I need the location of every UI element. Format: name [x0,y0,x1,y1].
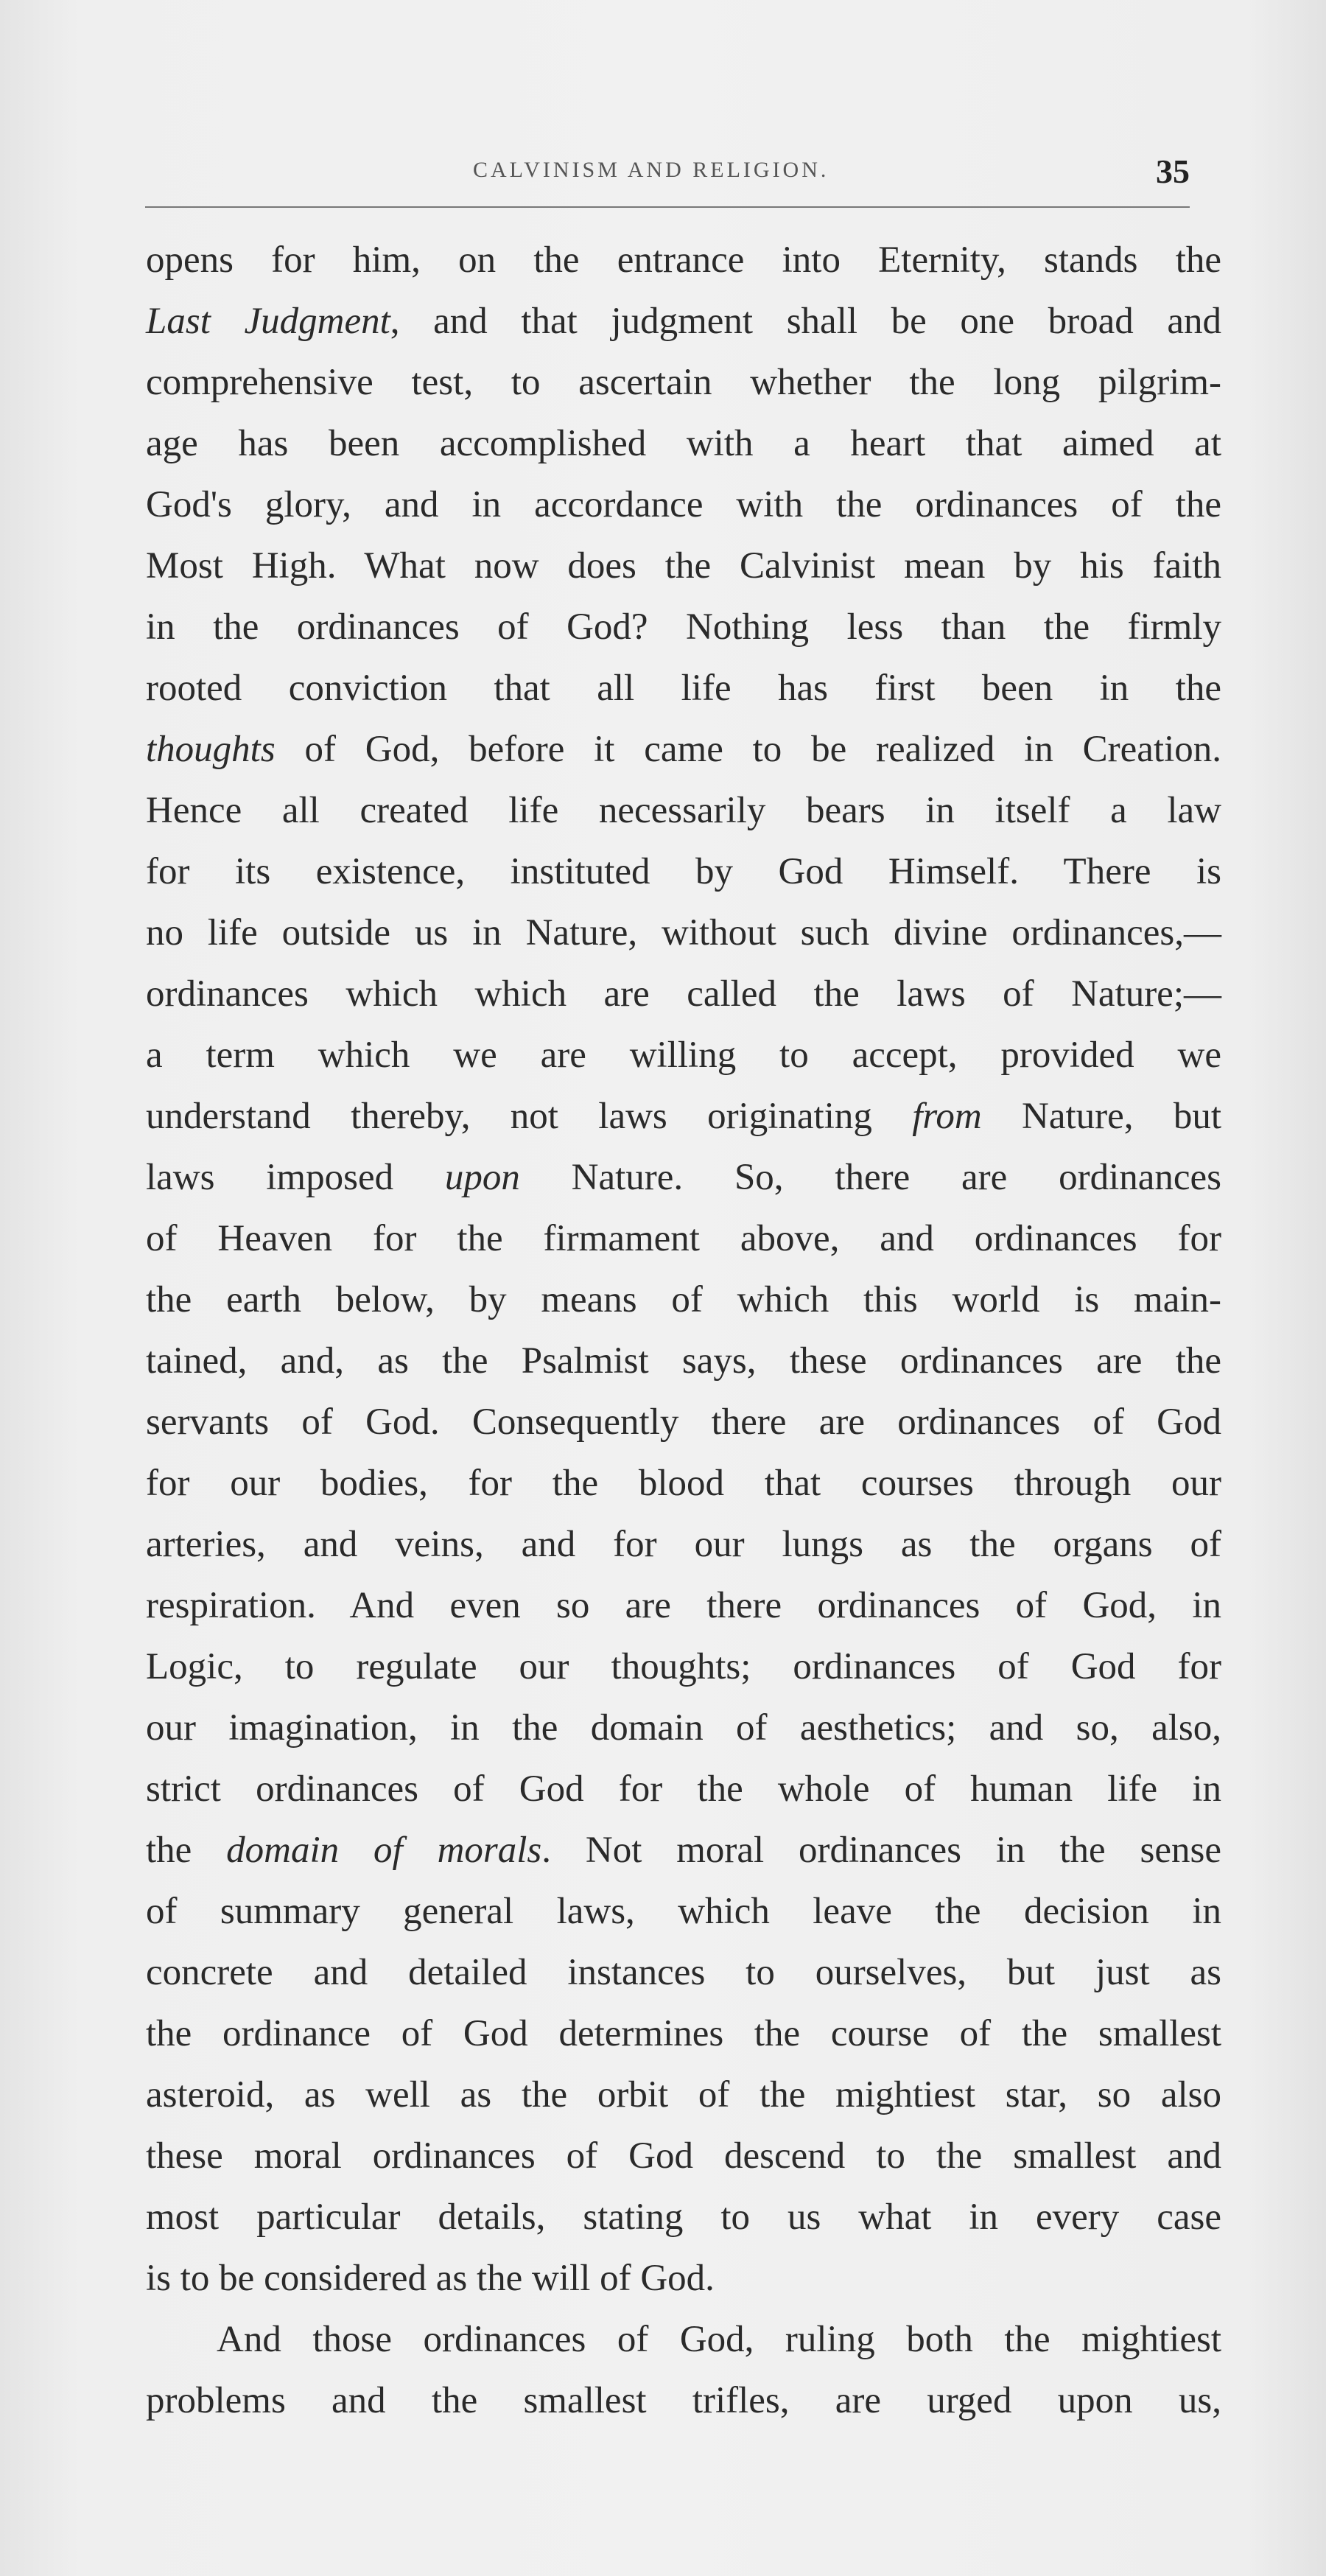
text-line: opens for him, on the entrance into Eternity, stands the [146,239,1221,281]
text-line: comprehensive test, to ascertain whether the long pilgrim- [146,362,1221,403]
italic-phrase: upon [444,1157,520,1198]
running-title: CALVINISM AND RELIGION. [473,158,829,182]
text-line: Hence all created life necessarily bears in itself a law [146,790,1221,831]
italic-phrase: thoughts [146,729,276,770]
text-line: thoughts of God, before it came to be realized in Creation. [146,729,1221,770]
running-header [144,152,1190,196]
text-line: for our bodies, for the blood that courses through our [146,1463,1221,1504]
text-line: arteries, and veins, and for our lungs as the organs of [146,1524,1221,1565]
italic-phrase: domain of morals [226,1830,542,1871]
text-line: Last Judgment, and that judgment shall be one broad and [146,301,1221,342]
text-line: rooted conviction that all life has first been in the [146,668,1221,709]
text-line: strict ordinances of God for the whole of human life in [146,1768,1221,1810]
text-line: laws imposed upon Nature. So, there are ordinances [146,1157,1221,1198]
paragraph-first-line: And those ordinances of God, ruling both the mightiest [217,2319,1221,2360]
text-line: our imagination, in the domain of aesthetics; and so, also, [146,1707,1221,1749]
text-line: no life outside us in Nature, without such divine ordinances,— [146,912,1221,953]
italic-phrase: Last Judgment [146,301,390,342]
page-number: 35 [1156,153,1190,190]
text-line: ordinances which which are called the laws of Nature;— [146,973,1221,1015]
header-rule [145,206,1190,208]
text-line: age has been accomplished with a heart that aimed at [146,423,1221,464]
paragraph-last-line: is to be considered as the will of God. [146,2258,715,2299]
text-line: a term which we are willing to accept, provided we [146,1035,1221,1076]
text-line: the earth below, by means of which this world is main- [146,1279,1221,1320]
text-line: in the ordinances of God? Nothing less than the firmly [146,606,1221,648]
text-line: the ordinance of God determines the course of the smallest [146,2013,1221,2054]
text-line: the domain of morals. Not moral ordinances in the sense [146,1830,1221,1871]
text-line: of summary general laws, which leave the decision in [146,1891,1221,1932]
text-line: Most High. What now does the Calvinist mean by his faith [146,545,1221,587]
text-line: tained, and, as the Psalmist says, these ordinances are the [146,1340,1221,1382]
text-line: respiration. And even so are there ordinances of God, in [146,1585,1221,1626]
text-line: concrete and detailed instances to ourselves, but just as [146,1952,1221,1993]
text-line: of Heaven for the firmament above, and ordinances for [146,1218,1221,1259]
text-line: Logic, to regulate our thoughts; ordinances of God for [146,1646,1221,1687]
text-line: problems and the smallest trifles, are urged upon us, [146,2380,1221,2421]
text-line: asteroid, as well as the orbit of the mightiest star, so also [146,2074,1221,2115]
text-line: for its existence, instituted by God Himself. There is [146,851,1221,892]
text-line: servants of God. Consequently there are ordinances of God [146,1401,1221,1443]
text-line: God's glory, and in accordance with the ordinances of the [146,484,1221,525]
text-line: understand thereby, not laws originating from Nature, but [146,1096,1221,1137]
text-line: these moral ordinances of God descend to the smallest and [146,2135,1221,2177]
text-line: most particular details, stating to us what in every case [146,2197,1221,2238]
italic-phrase: from [912,1096,982,1137]
body-text [146,230,1221,2432]
